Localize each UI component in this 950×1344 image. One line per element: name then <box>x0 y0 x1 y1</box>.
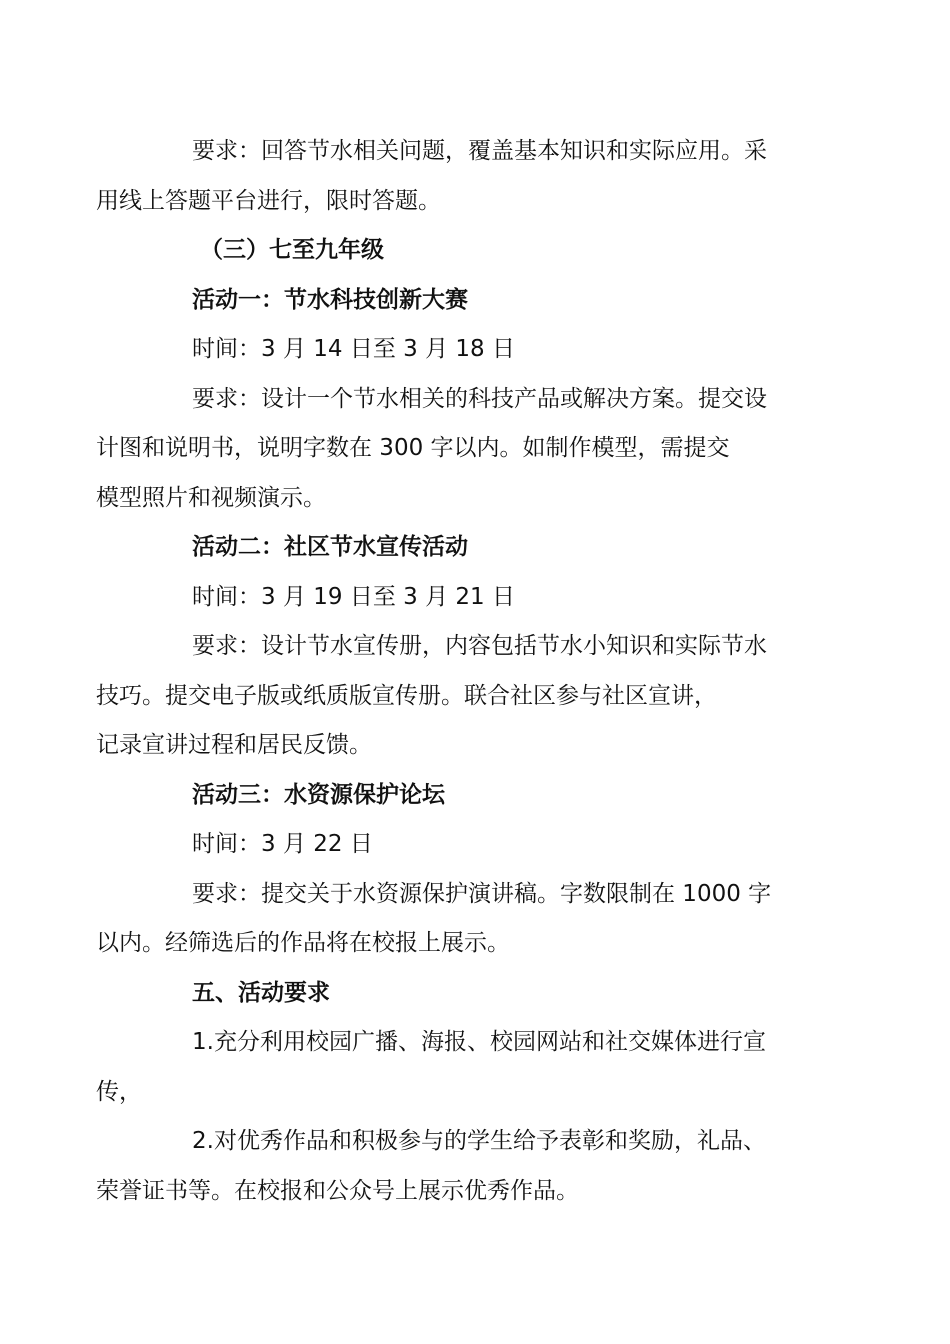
text-line: 要求：设计一个节水相关的科技产品或解决方案。提交设 <box>192 385 767 412</box>
paragraph-activity-3-requirement <box>96 870 808 969</box>
text-line: 用线上答题平台进行，限时答题。 <box>96 187 441 214</box>
paragraph-activity-3-time: 时间：3 月 22 日 <box>192 831 373 857</box>
text-line: 荣誉证书等。在校报和公众号上展示优秀作品。 <box>96 1177 579 1204</box>
subsection-heading-grades-7-9: （三）七至九年级 <box>200 237 384 263</box>
paragraph-quiz-requirement <box>96 127 808 226</box>
paragraph-requirement-1 <box>96 1018 808 1117</box>
paragraph-activity-1-requirement <box>96 375 808 524</box>
text-line: 模型照片和视频演示。 <box>96 484 326 511</box>
text-line: 要求：设计节水宣传册，内容包括节水小知识和实际节水 <box>192 633 767 659</box>
paragraph-activity-1-time: 时间：3 月 14 日至 3 月 18 日 <box>192 336 515 362</box>
text-line: 计图和说明书，说明字数在 300 字以内。如制作模型，需提交 <box>96 435 730 461</box>
text-line: 要求：提交关于水资源保护演讲稿。字数限制在 1000 字 <box>192 880 772 907</box>
section-heading-5: 五、活动要求 <box>192 979 330 1006</box>
paragraph-activity-2-time: 时间：3 月 19 日至 3 月 21 日 <box>192 583 515 610</box>
text-line: 1.充分利用校园广播、海报、校园网站和社交媒体进行宣 <box>192 1029 766 1055</box>
activity-heading-2: 活动二：社区节水宣传活动 <box>192 534 468 560</box>
text-line: 要求：回答节水相关问题，覆盖基本知识和实际应用。采 <box>192 138 767 164</box>
text-line: 记录宣讲过程和居民反馈。 <box>96 732 372 758</box>
text-line: 技巧。提交电子版或纸质版宣传册。联合社区参与社区宣讲， <box>96 682 717 709</box>
paragraph-activity-2-requirement <box>96 622 808 771</box>
activity-heading-3: 活动三：水资源保护论坛 <box>192 781 445 808</box>
activity-heading-1: 活动一：节水科技创新大赛 <box>192 286 468 313</box>
text-line: 2.对优秀作品和积极参与的学生给予表彰和奖励，礼品、 <box>192 1128 766 1154</box>
paragraph-requirement-2 <box>96 1117 808 1216</box>
text-line: 以内。经筛选后的作品将在校报上展示。 <box>96 930 510 956</box>
text-line: 传， <box>96 1078 142 1105</box>
document-body <box>96 127 808 1216</box>
